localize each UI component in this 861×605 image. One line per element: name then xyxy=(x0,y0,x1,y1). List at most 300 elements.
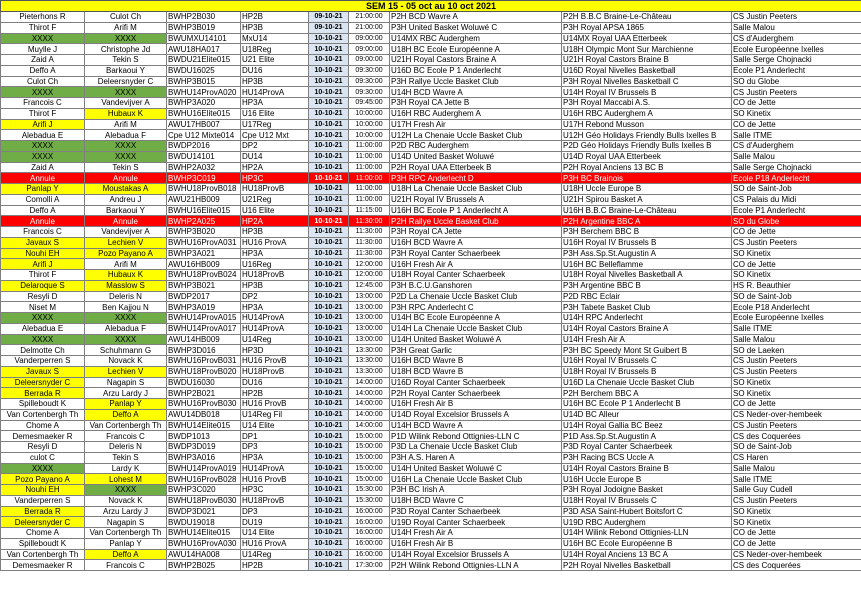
referee-1-cell: Comolli A xyxy=(1,194,85,205)
referee-1-cell: Spilleboudt K xyxy=(1,538,85,549)
away-team-cell: U16H BC Ecole Européenne B xyxy=(562,538,732,549)
table-row xyxy=(1,366,861,377)
away-team-cell: U21H Royal Castors Braine B xyxy=(562,55,732,66)
venue-cell: SO Kinetix xyxy=(732,517,861,528)
table-row xyxy=(1,442,861,453)
venue-cell: CS d'Auderghem xyxy=(732,33,861,44)
referee-1-cell: Vanderperren S xyxy=(1,495,85,506)
table-row xyxy=(1,173,861,184)
referee-1-cell: Culot Ch xyxy=(1,76,85,87)
match-code-cell: BWHU18ProvB020 xyxy=(167,366,241,377)
venue-cell: CS Justin Peeters xyxy=(732,495,861,506)
table-row xyxy=(1,108,861,119)
referee-1-cell: Javaux S xyxy=(1,366,85,377)
table-row xyxy=(1,323,861,334)
referee-2-cell: XXXX xyxy=(85,141,167,152)
referee-2-cell: XXXX xyxy=(85,87,167,98)
category-cell: Cpe U12 Mxt xyxy=(241,130,309,141)
match-code-cell: BWHU16ProvA031 xyxy=(167,237,241,248)
category-cell: DP1 xyxy=(241,431,309,442)
home-team-cell: U16H Fresh Air B xyxy=(390,538,562,549)
date-cell: 10-10-21 xyxy=(309,55,349,66)
match-code-cell: BWHP3B020 xyxy=(167,227,241,238)
table-row xyxy=(1,141,861,152)
home-team-cell: P2H Royal Canter Schaerbeek xyxy=(390,388,562,399)
time-cell: 15:00:00 xyxy=(349,463,390,474)
table-row xyxy=(1,485,861,496)
venue-cell: CO de Jette xyxy=(732,227,861,238)
home-team-cell: P3H BC Irish A xyxy=(390,485,562,496)
referee-2-cell: Nagapin S xyxy=(85,377,167,388)
referee-1-cell: XXXX xyxy=(1,313,85,324)
away-team-cell: P3H Royal APSA 1865 xyxy=(562,22,732,33)
home-team-cell: U18H Royal Canter Schaerbeek xyxy=(390,270,562,281)
date-cell: 10-10-21 xyxy=(309,399,349,410)
referee-1-cell: Van Cortenbergh Th xyxy=(1,549,85,560)
time-cell: 09:30:00 xyxy=(349,87,390,98)
referee-1-cell: Zaid A xyxy=(1,55,85,66)
category-cell: DP2 xyxy=(241,291,309,302)
time-cell: 11:00:00 xyxy=(349,162,390,173)
match-code-cell: BWDP2016 xyxy=(167,141,241,152)
table-row xyxy=(1,205,861,216)
away-team-cell: P3H Tabete Basket Club xyxy=(562,302,732,313)
date-cell: 10-10-21 xyxy=(309,65,349,76)
away-team-cell: P2H Royal Nivelles Basketball xyxy=(562,560,732,571)
time-cell: 09:00:00 xyxy=(349,44,390,55)
table-row xyxy=(1,44,861,55)
away-team-cell: U14H Fresh Air A xyxy=(562,334,732,345)
referee-1-cell: Demesmaeker R xyxy=(1,560,85,571)
referee-1-cell: Arifi J xyxy=(1,259,85,270)
referee-1-cell: Niset M xyxy=(1,302,85,313)
referee-2-cell: Panlap Y xyxy=(85,399,167,410)
referee-1-cell: Pozo Payano A xyxy=(1,474,85,485)
away-team-cell: P2H Berchem BBC A xyxy=(562,388,732,399)
category-cell: U14Reg xyxy=(241,334,309,345)
time-cell: 21:00:00 xyxy=(349,22,390,33)
match-code-cell: BWHU18ProvB018 xyxy=(167,184,241,195)
referee-2-cell: Lohest M xyxy=(85,474,167,485)
referee-1-cell: Thirot F xyxy=(1,108,85,119)
referee-1-cell: Spilleboudt K xyxy=(1,399,85,410)
date-cell: 10-10-21 xyxy=(309,549,349,560)
time-cell: 11:00:00 xyxy=(349,151,390,162)
referee-2-cell: Arifi M xyxy=(85,22,167,33)
referee-2-cell: Vandevijver A xyxy=(85,98,167,109)
venue-cell: CS Justin Peeters xyxy=(732,87,861,98)
time-cell: 09:30:00 xyxy=(349,65,390,76)
category-cell: U16 Elite xyxy=(241,205,309,216)
away-team-cell: P3H Argentine BBC B xyxy=(562,280,732,291)
referee-1-cell: Nouhi EH xyxy=(1,248,85,259)
home-team-cell: U16D BC Ecole P 1 Anderlecht xyxy=(390,65,562,76)
home-team-cell: P3D Royal Canter Schaerbeek xyxy=(390,506,562,517)
referee-1-cell: culot C xyxy=(1,452,85,463)
home-team-cell: U14H Royal Excelsior Brussels A xyxy=(390,549,562,560)
match-code-cell: BWHU18ProvB024 xyxy=(167,270,241,281)
time-cell: 15:30:00 xyxy=(349,485,390,496)
time-cell: 10:00:00 xyxy=(349,108,390,119)
category-cell: HP2A xyxy=(241,162,309,173)
table-row xyxy=(1,506,861,517)
category-cell: HU18ProvB xyxy=(241,366,309,377)
referee-2-cell: Deleersnyder C xyxy=(85,76,167,87)
category-cell: HP3B xyxy=(241,280,309,291)
date-cell: 10-10-21 xyxy=(309,130,349,141)
table-row xyxy=(1,270,861,281)
time-cell: 09:45:00 xyxy=(349,98,390,109)
category-cell: MxU14 xyxy=(241,33,309,44)
referee-2-cell: Christophe Jd xyxy=(85,44,167,55)
home-team-cell: P3H B.C.U.Ganshoren xyxy=(390,280,562,291)
away-team-cell: P2H B.B.C Braine-Le-Château xyxy=(562,12,732,23)
referee-2-cell: Arifi M xyxy=(85,119,167,130)
date-cell: 10-10-21 xyxy=(309,431,349,442)
away-team-cell: P3H Royal Jodoigne Basket xyxy=(562,485,732,496)
category-cell: HP3B xyxy=(241,22,309,33)
away-team-cell: P3H Ass.Sp.St.Augustin A xyxy=(562,248,732,259)
home-team-cell: P3H Royal CA Jette xyxy=(390,227,562,238)
referee-2-cell: Annule xyxy=(85,216,167,227)
venue-cell: Ecole P18 Anderlecht xyxy=(732,302,861,313)
venue-cell: Salle Malou xyxy=(732,151,861,162)
referee-2-cell: Lardy K xyxy=(85,463,167,474)
table-row xyxy=(1,420,861,431)
match-code-cell: AWU14DB018 xyxy=(167,409,241,420)
table-row xyxy=(1,528,861,539)
referee-1-cell: Panlap Y xyxy=(1,184,85,195)
venue-cell: Salle ITME xyxy=(732,474,861,485)
time-cell: 16:00:00 xyxy=(349,549,390,560)
time-cell: 11:30:00 xyxy=(349,216,390,227)
away-team-cell: U16H RBC Auderghem A xyxy=(562,108,732,119)
referee-2-cell: Francois C xyxy=(85,560,167,571)
time-cell: 10:00:00 xyxy=(349,119,390,130)
referee-1-cell: Berrada R xyxy=(1,506,85,517)
away-team-cell: U16H B.B.C Braine-Le-Château xyxy=(562,205,732,216)
table-row xyxy=(1,87,861,98)
referee-2-cell: Pozo Payano A xyxy=(85,248,167,259)
match-code-cell: BWHU16Elite015 xyxy=(167,108,241,119)
referee-1-cell: XXXX xyxy=(1,151,85,162)
date-cell: 09-10-21 xyxy=(309,12,349,23)
time-cell: 12:00:00 xyxy=(349,259,390,270)
sheet-title: SEM 15 - 05 oct au 10 oct 2021 xyxy=(1,1,861,12)
referee-1-cell: Deffo A xyxy=(1,205,85,216)
date-cell: 10-10-21 xyxy=(309,184,349,195)
category-cell: DU16 xyxy=(241,65,309,76)
referee-1-cell: Delmotte Ch xyxy=(1,345,85,356)
venue-cell: CS des Coquerées xyxy=(732,431,861,442)
away-team-cell: U14MX Royal UAA Etterbeek xyxy=(562,33,732,44)
date-cell: 10-10-21 xyxy=(309,517,349,528)
match-code-cell: Cpe U12 Mixte014 xyxy=(167,130,241,141)
table-row xyxy=(1,55,861,66)
date-cell: 10-10-21 xyxy=(309,98,349,109)
table-row xyxy=(1,65,861,76)
away-team-cell: U14D Royal UAA Etterbeek xyxy=(562,151,732,162)
referee-2-cell: Ben Kajjou N xyxy=(85,302,167,313)
referee-2-cell: Deleris N xyxy=(85,442,167,453)
date-cell: 10-10-21 xyxy=(309,345,349,356)
venue-cell: SO Kinetix xyxy=(732,388,861,399)
match-code-cell: BWDP2017 xyxy=(167,291,241,302)
match-code-cell: AWU14HB009 xyxy=(167,334,241,345)
match-code-cell: BWHP3B019 xyxy=(167,22,241,33)
home-team-cell: U18H BCD Wavre C xyxy=(390,495,562,506)
away-team-cell: P2H Argentine BBC A xyxy=(562,216,732,227)
home-team-cell: U16H BCD Wavre B xyxy=(390,356,562,367)
away-team-cell: U21H Spirou Basket A xyxy=(562,194,732,205)
referee-1-cell: Nouhi EH xyxy=(1,485,85,496)
date-cell: 10-10-21 xyxy=(309,248,349,259)
away-team-cell: U18H Uccle Europe B xyxy=(562,184,732,195)
venue-cell: SO du Globe xyxy=(732,216,861,227)
category-cell: U14Reg Fil xyxy=(241,409,309,420)
match-code-cell: BWHP2B025 xyxy=(167,560,241,571)
home-team-cell: U14H United Basket Woluwé A xyxy=(390,334,562,345)
away-team-cell: U16H Uccle Europe B xyxy=(562,474,732,485)
table-row xyxy=(1,388,861,399)
venue-cell: CO de Jette xyxy=(732,538,861,549)
category-cell: HU18ProvB xyxy=(241,495,309,506)
date-cell: 10-10-21 xyxy=(309,44,349,55)
referee-1-cell: Annule xyxy=(1,216,85,227)
time-cell: 11:00:00 xyxy=(349,173,390,184)
venue-cell: CO de Jette xyxy=(732,259,861,270)
referee-1-cell: Alebadua E xyxy=(1,323,85,334)
table-row xyxy=(1,98,861,109)
table-row xyxy=(1,184,861,195)
table-row xyxy=(1,248,861,259)
time-cell: 14:00:00 xyxy=(349,377,390,388)
home-team-cell: P3H A.S. Haren A xyxy=(390,452,562,463)
time-cell: 15:00:00 xyxy=(349,474,390,485)
venue-cell: SO du Globe xyxy=(732,76,861,87)
away-team-cell: U16H BC Ecole P 1 Anderlecht B xyxy=(562,399,732,410)
referee-2-cell: Tekin S xyxy=(85,55,167,66)
referee-2-cell: Arifi M xyxy=(85,259,167,270)
match-code-cell: BWHP3C019 xyxy=(167,173,241,184)
match-code-cell: AWU17HB007 xyxy=(167,119,241,130)
referee-2-cell: XXXX xyxy=(85,313,167,324)
home-team-cell: U14H United Basket Woluwé C xyxy=(390,463,562,474)
match-code-cell: BWHU16ProvA030 xyxy=(167,538,241,549)
home-team-cell: U17H Fresh Air xyxy=(390,119,562,130)
referee-1-cell: Thirot F xyxy=(1,22,85,33)
match-code-cell: BWHP3B015 xyxy=(167,76,241,87)
home-team-cell: U18H BC Ecole Européenne A xyxy=(390,44,562,55)
time-cell: 16:00:00 xyxy=(349,538,390,549)
category-cell: U18Reg xyxy=(241,44,309,55)
away-team-cell: P3H Berchem BBC B xyxy=(562,227,732,238)
time-cell: 09:00:00 xyxy=(349,33,390,44)
home-team-cell: P3H RPC Anderlecht C xyxy=(390,302,562,313)
category-cell: HP3B xyxy=(241,227,309,238)
venue-cell: SO Kinetix xyxy=(732,248,861,259)
date-cell: 10-10-21 xyxy=(309,216,349,227)
time-cell: 12:45:00 xyxy=(349,280,390,291)
referee-2-cell: XXXX xyxy=(85,334,167,345)
category-cell: U14 Elite xyxy=(241,420,309,431)
match-code-cell: BWHU14ProvA017 xyxy=(167,323,241,334)
table-row xyxy=(1,377,861,388)
away-team-cell: P2D Géo Holidays Friendly Bulls Ixelles B xyxy=(562,141,732,152)
time-cell: 11:00:00 xyxy=(349,184,390,195)
category-cell: U16 Elite xyxy=(241,108,309,119)
venue-cell: Ecole Européenne Ixelles xyxy=(732,313,861,324)
referee-1-cell: Deffo A xyxy=(1,65,85,76)
referee-2-cell: Tekin S xyxy=(85,452,167,463)
time-cell: 14:00:00 xyxy=(349,399,390,410)
home-team-cell: P2H Wilink Rebond Ottignies-LLN A xyxy=(390,560,562,571)
venue-cell: CS Palais du Midi xyxy=(732,194,861,205)
table-row xyxy=(1,302,861,313)
match-code-cell: BWUMXU14101 xyxy=(167,33,241,44)
date-cell: 10-10-21 xyxy=(309,76,349,87)
away-team-cell: U14H Royal IV Brussels B xyxy=(562,87,732,98)
home-team-cell: P2H Royal UAA Etterbeek B xyxy=(390,162,562,173)
time-cell: 14:00:00 xyxy=(349,388,390,399)
date-cell: 10-10-21 xyxy=(309,108,349,119)
time-cell: 15:30:00 xyxy=(349,495,390,506)
table-row xyxy=(1,22,861,33)
away-team-cell: U14H Royal Castors Braine B xyxy=(562,463,732,474)
referee-1-cell: Muylle J xyxy=(1,44,85,55)
table-row xyxy=(1,216,861,227)
table-row xyxy=(1,194,861,205)
time-cell: 11:30:00 xyxy=(349,237,390,248)
match-code-cell: BWHU14ProvA015 xyxy=(167,313,241,324)
referee-2-cell: Van Cortenbergh Th xyxy=(85,420,167,431)
referee-2-cell: Annule xyxy=(85,173,167,184)
time-cell: 17:30:00 xyxy=(349,560,390,571)
match-code-cell: BWHP3B021 xyxy=(167,280,241,291)
referee-1-cell: XXXX xyxy=(1,33,85,44)
home-team-cell: U12H La Chenaie Uccle Basket Club xyxy=(390,130,562,141)
category-cell: HP3A xyxy=(241,98,309,109)
match-code-cell: BWHU14ProvA020 xyxy=(167,87,241,98)
home-team-cell: P2D RBC Auderghem xyxy=(390,141,562,152)
match-code-cell: BWHP3C020 xyxy=(167,485,241,496)
time-cell: 13:00:00 xyxy=(349,302,390,313)
time-cell: 14:00:00 xyxy=(349,420,390,431)
category-cell: DP3 xyxy=(241,506,309,517)
date-cell: 10-10-21 xyxy=(309,194,349,205)
time-cell: 11:15:00 xyxy=(349,205,390,216)
referee-2-cell: Barkaoui Y xyxy=(85,65,167,76)
home-team-cell: P3H Great Garlic xyxy=(390,345,562,356)
category-cell: HP3A xyxy=(241,248,309,259)
venue-cell: CO de Jette xyxy=(732,98,861,109)
match-code-cell: BWDU19018 xyxy=(167,517,241,528)
away-team-cell: P3H BC Brainois xyxy=(562,173,732,184)
home-team-cell: P3D La Chenaie Uccle Basket Club xyxy=(390,442,562,453)
time-cell: 12:00:00 xyxy=(349,270,390,281)
venue-cell: CS Justin Peeters xyxy=(732,237,861,248)
venue-cell: SO Kinetix xyxy=(732,270,861,281)
referee-2-cell: Tekin S xyxy=(85,162,167,173)
away-team-cell: U14H Royal Gallia BC Beez xyxy=(562,420,732,431)
category-cell: U16Reg xyxy=(241,259,309,270)
venue-cell: Salle ITME xyxy=(732,130,861,141)
referee-1-cell: Delaroque S xyxy=(1,280,85,291)
match-code-cell: BWDU16030 xyxy=(167,377,241,388)
match-code-cell: BWHP2B030 xyxy=(167,12,241,23)
referee-2-cell: Alebadua F xyxy=(85,130,167,141)
table-row xyxy=(1,119,861,130)
referee-1-cell: Pieterhons R xyxy=(1,12,85,23)
date-cell: 10-10-21 xyxy=(309,485,349,496)
venue-cell: CS Justin Peeters xyxy=(732,366,861,377)
category-cell: DP2 xyxy=(241,141,309,152)
date-cell: 10-10-21 xyxy=(309,538,349,549)
match-code-cell: BWDP1013 xyxy=(167,431,241,442)
referee-2-cell: XXXX xyxy=(85,151,167,162)
date-cell: 10-10-21 xyxy=(309,237,349,248)
match-code-cell: BWHP2A025 xyxy=(167,216,241,227)
table-row xyxy=(1,130,861,141)
category-cell: HP2B xyxy=(241,560,309,571)
venue-cell: SO de Saint-Job xyxy=(732,442,861,453)
title-row xyxy=(1,1,861,12)
venue-cell: CS Justin Peeters xyxy=(732,420,861,431)
referee-1-cell: Vanderperren S xyxy=(1,356,85,367)
match-code-cell: BWHP3A016 xyxy=(167,452,241,463)
venue-cell: Salle Malou xyxy=(732,22,861,33)
date-cell: 10-10-21 xyxy=(309,474,349,485)
category-cell: U21Reg xyxy=(241,194,309,205)
table-row xyxy=(1,313,861,324)
date-cell: 10-10-21 xyxy=(309,259,349,270)
date-cell: 10-10-21 xyxy=(309,302,349,313)
time-cell: 21:00:00 xyxy=(349,12,390,23)
referee-2-cell: Andreu J xyxy=(85,194,167,205)
referee-2-cell: Novack K xyxy=(85,495,167,506)
home-team-cell: P3H RPC Anderlecht D xyxy=(390,173,562,184)
table-row xyxy=(1,517,861,528)
category-cell: HU16 ProvB xyxy=(241,356,309,367)
venue-cell: SO Kinetix xyxy=(732,377,861,388)
away-team-cell: U18H Royal Nivelles Basketball A xyxy=(562,270,732,281)
referee-1-cell: Resyli D xyxy=(1,291,85,302)
venue-cell: Salle Serge Chojnacki xyxy=(732,162,861,173)
away-team-cell: U16D La Chenaie Uccle Basket Club xyxy=(562,377,732,388)
table-row xyxy=(1,162,861,173)
venue-cell: SO Kinetix xyxy=(732,506,861,517)
away-team-cell: P3D Royal Canter Schaerbeek xyxy=(562,442,732,453)
category-cell: HU14ProvA xyxy=(241,463,309,474)
venue-cell: CS Neder-over-hembeek xyxy=(732,409,861,420)
category-cell: HP3C xyxy=(241,485,309,496)
category-cell: HU14ProvA xyxy=(241,87,309,98)
home-team-cell: U16H Fresh Air A xyxy=(390,259,562,270)
time-cell: 13:00:00 xyxy=(349,291,390,302)
referee-2-cell: Masslow S xyxy=(85,280,167,291)
table-row xyxy=(1,356,861,367)
table-row xyxy=(1,334,861,345)
away-team-cell: U19D RBC Auderghem xyxy=(562,517,732,528)
category-cell: DU19 xyxy=(241,517,309,528)
referee-2-cell: Schuhmann G xyxy=(85,345,167,356)
match-code-cell: BWHP3A020 xyxy=(167,98,241,109)
away-team-cell: U16H BC Belleflamme xyxy=(562,259,732,270)
date-cell: 10-10-21 xyxy=(309,227,349,238)
date-cell: 10-10-21 xyxy=(309,442,349,453)
referee-1-cell: Francois C xyxy=(1,98,85,109)
referee-1-cell: Alebadua E xyxy=(1,130,85,141)
